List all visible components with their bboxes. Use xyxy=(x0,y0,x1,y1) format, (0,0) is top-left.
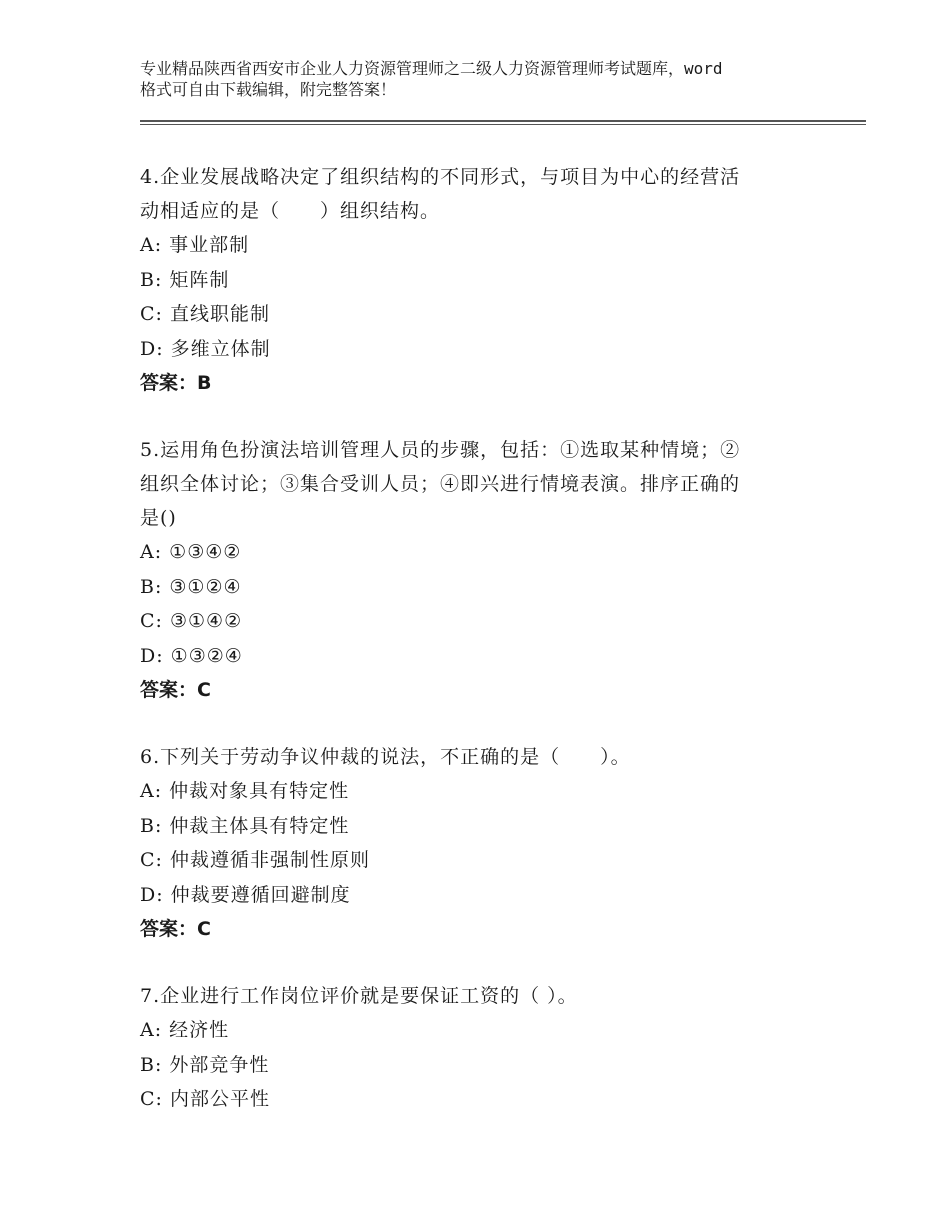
stem-line: 5.运用角色扮演法培训管理人员的步骤，包括：①选取某种情境；② xyxy=(140,439,741,461)
option-a: A: 事业部制 xyxy=(140,234,250,256)
stem-line: 4.企业发展战略决定了组织结构的不同形式，与项目为中心的经营活 xyxy=(140,166,741,188)
option-c: C: 直线职能制 xyxy=(140,303,270,325)
stem-line: 动相适应的是（ ）组织结构。 xyxy=(140,200,441,222)
stem-line: 组织全体讨论；③集合受训人员；④即兴进行情境表演。排序正确的 xyxy=(140,473,741,495)
option-d: D: 仲裁要遵循回避制度 xyxy=(140,883,351,906)
option-c: C: ③①④② xyxy=(140,610,243,632)
question-stem xyxy=(140,740,810,774)
question-6 xyxy=(140,740,810,946)
header-divider xyxy=(140,120,866,125)
option-c: C: 仲裁遵循非强制性原则 xyxy=(140,849,370,871)
option-a: A: ①③④② xyxy=(140,541,242,563)
option-d: D: 多维立体制 xyxy=(140,337,271,360)
option-b: B: 外部竞争性 xyxy=(140,1053,270,1076)
stem-line: 7.企业进行工作岗位评价就是要保证工资的（ ）。 xyxy=(140,985,578,1007)
option-b: B: 仲裁主体具有特定性 xyxy=(140,814,350,837)
option-c: C: 内部公平性 xyxy=(140,1088,270,1110)
stem-line: 是() xyxy=(140,507,177,529)
option-d: D: ①③②④ xyxy=(140,644,243,667)
answer: 答案：C xyxy=(140,918,211,940)
question-4 xyxy=(140,160,810,400)
answer: 答案：C xyxy=(140,679,211,701)
header-line-2: 格式可自由下载编辑，附完整答案！ xyxy=(140,80,397,99)
option-b: B: ③①②④ xyxy=(140,575,242,598)
document-header xyxy=(140,58,840,100)
question-stem xyxy=(140,433,810,535)
option-b: B: 矩阵制 xyxy=(140,268,230,291)
option-a: A: 经济性 xyxy=(140,1019,230,1041)
stem-line: 6.下列关于劳动争议仲裁的说法，不正确的是（ ）。 xyxy=(140,746,631,768)
question-stem xyxy=(140,979,810,1013)
option-a: A: 仲裁对象具有特定性 xyxy=(140,780,350,802)
header-line-1: 专业精品陕西省西安市企业人力资源管理师之二级人力资源管理师考试题库，word xyxy=(140,59,723,78)
answer: 答案：B xyxy=(140,372,212,394)
question-stem xyxy=(140,160,810,228)
question-7 xyxy=(140,979,810,1117)
question-5 xyxy=(140,433,810,707)
